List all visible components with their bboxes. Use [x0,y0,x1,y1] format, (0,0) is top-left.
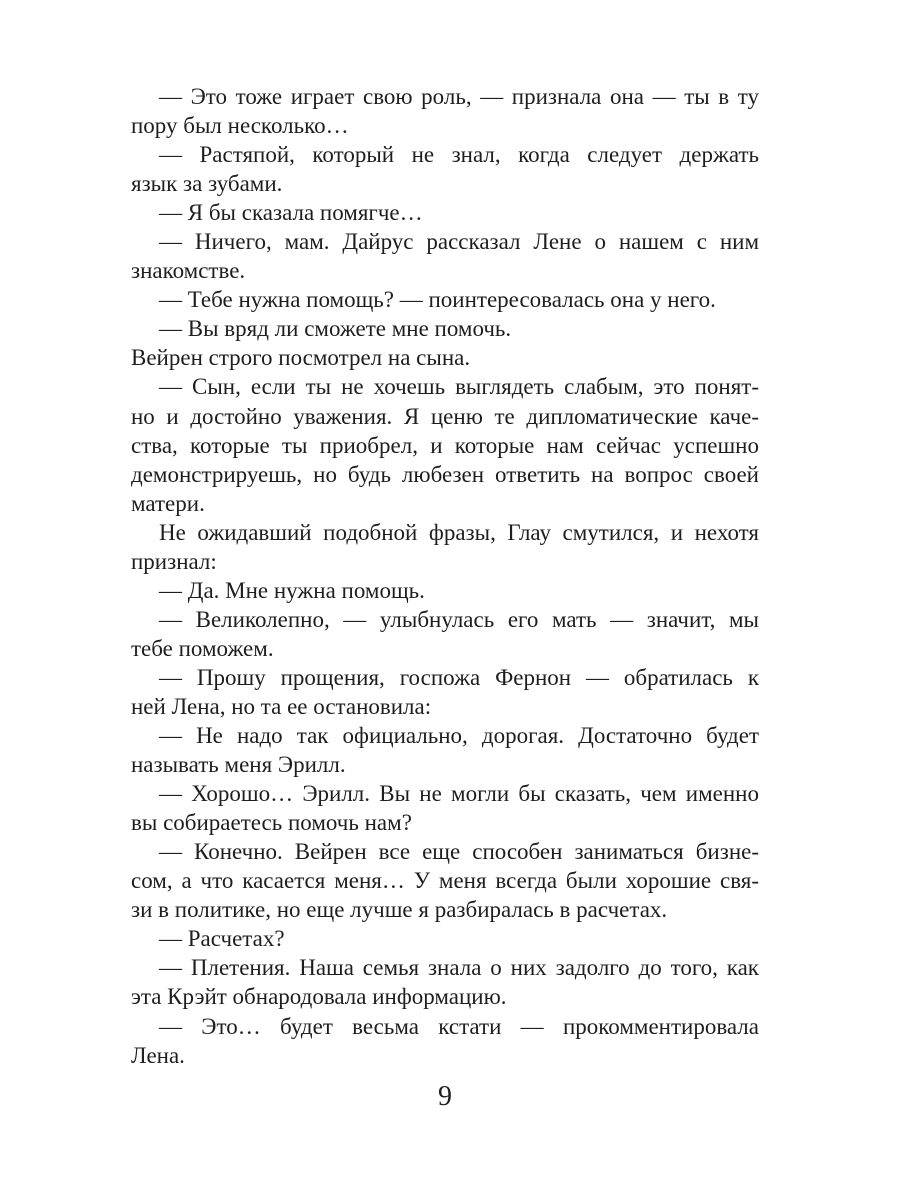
text-line: — Тебе нужна помощь? — поинтересовалась она у него. [159,287,716,313]
paragraph [131,198,759,227]
text-line: — Хорошо… Эрилл. Вы не могли бы сказать, чем именно [159,781,759,807]
text-line: — Да. Мне нужна помощь. [159,577,425,603]
paragraph [131,314,759,343]
paragraph [131,1012,759,1070]
text-line: ства, которые ты приобрел, и которые нам сейчас успешно [131,432,759,458]
text-line: Лена. [131,1042,185,1068]
text-line: — Это тоже играет свою роль, — признала она — ты в ту [159,84,759,109]
text-line: язык за зубами. [131,171,283,197]
text-line: тебе поможем. [131,635,274,661]
paragraph [131,779,759,837]
paragraph [131,343,759,372]
text-line: — Плетения. Наша семья знала о них задолго до того, как [159,955,759,981]
paragraph [131,924,759,953]
text-line: матери. [131,490,205,516]
text-line: знакомстве. [131,258,246,284]
text-line: ней Лена, но та ее остановила: [131,693,432,719]
text-line: — Ничего, мам. Дайрус рассказал Лене о нашем с ним [159,229,759,255]
text-line: зи в политике, но еще лучше я разбиралась в расчетах. [131,897,668,923]
text-line: — Не надо так официально, дорогая. Достаточно будет [159,723,759,749]
text-line: сом, а что касается меня… У меня всегда были хорошие свя- [131,868,759,894]
text-line: но и достойно уважения. Я ценю те дипломатические каче- [131,403,759,429]
text-line: — Вы вряд ли сможете мне помочь. [159,316,512,342]
paragraph [131,576,759,605]
paragraph [131,285,759,314]
paragraph [131,227,759,285]
page-text [131,82,759,1070]
text-line: — Это… будет весьма кстати — прокомментировала [159,1013,759,1039]
text-line: Вейрен строго посмотрел на сына. [131,345,471,371]
paragraph [131,518,759,576]
text-line: пору был несколько… [131,113,349,139]
text-line: демонстрируешь, но будь любезен ответить на вопрос своей [131,461,759,487]
text-line: признал: [131,548,217,574]
paragraph [131,140,759,198]
text-line: — Великолепно, — улыбнулась его мать — значит, мы [159,606,759,632]
text-line: вы собираетесь помочь нам? [131,810,412,836]
text-line: — Я бы сказала помягче… [159,200,423,226]
paragraph [131,663,759,721]
paragraph [131,82,759,140]
text-line: Не ожидавший подобной фразы, Глау смутился, и нехотя [159,519,759,545]
text-line: — Растяпой, который не знал, когда следует держать [159,142,759,168]
text-line: — Конечно. Вейрен все еще способен заниматься бизне- [159,839,759,865]
paragraph [131,372,759,517]
paragraph [131,953,759,1011]
text-line: — Прошу прощения, госпожа Фернон — обратилась к [159,664,759,690]
text-line: эта Крэйт обнародовала информацию. [131,984,507,1010]
text-line: — Расчетах? [159,926,285,952]
text-line: — Сын, если ты не хочешь выглядеть слабым, это понят- [159,374,759,400]
paragraph [131,721,759,779]
paragraph [131,837,759,924]
page-number: 9 [438,1081,452,1112]
text-line: называть меня Эрилл. [131,752,346,778]
paragraph [131,605,759,663]
